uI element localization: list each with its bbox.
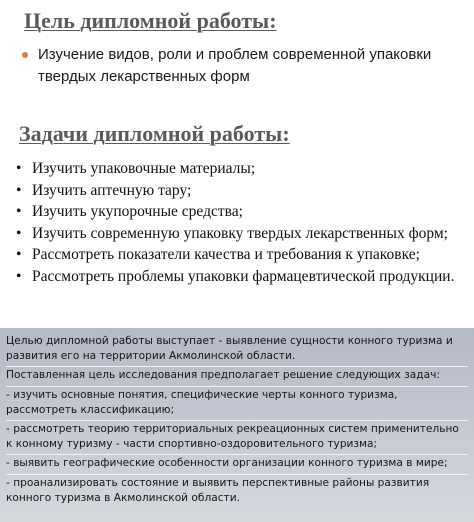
panel-paragraph: Поставленная цель исследования предполагает решение следующих задач: [6, 367, 468, 386]
list-item-text: Изучить укупорочные средства; [32, 203, 243, 220]
panel-paragraph: - проанализировать состояние и выявить перспективные районы развития конного туризма в Акмолинской области. [6, 476, 430, 504]
list-item [14, 180, 468, 202]
list-item-text: Изучить современную упаковку твердых лекарственных форм; [32, 224, 448, 242]
list-item-text: Изучить аптечную тару; [32, 181, 192, 199]
panel-paragraph: Целью дипломной работы выступает - выявление сущности конного туризма и развития его на территории Акмолинской области. [6, 333, 468, 367]
panel-paragraph: - выявить географические особенности организации конного туризма в мире; [6, 455, 468, 474]
text-panel [0, 328, 474, 522]
tasks-list [14, 158, 468, 287]
list-item-text: Рассмотреть проблемы упаковки фармацевтической продукции. [32, 267, 455, 285]
list-item [14, 266, 468, 288]
list-item-text: Изучить упаковочные материалы; [32, 160, 256, 177]
list-item-text: Рассмотреть показатели качества и требования к упаковке; [32, 246, 420, 263]
goal-item [22, 44, 462, 88]
goal-text: Изучение видов, роли и проблем современной упаковки твердых лекарственных форм [38, 46, 432, 85]
list-item [14, 158, 468, 180]
bullet-icon [22, 52, 28, 58]
list-item [14, 201, 468, 223]
bullet-icon: • [16, 224, 22, 242]
bullet-icon: • [16, 160, 22, 177]
tasks-heading: Задачи дипломной работы: [19, 121, 290, 146]
goal-heading: Цель дипломной работы: [24, 8, 277, 33]
list-item [14, 244, 468, 266]
bullet-icon: • [16, 181, 22, 199]
bullet-icon: • [16, 246, 22, 263]
panel-paragraph: - рассмотреть теорию территориальных рекреационных систем применительно к конному туризму - части спортивно-оздоровительного туризма; [6, 421, 468, 455]
panel-paragraph: - изучить основные понятия, специфические черты конного туризма, рассмотреть классификацию; [6, 387, 468, 421]
bullet-icon: • [16, 267, 22, 285]
bullet-icon: • [16, 203, 22, 220]
list-item [14, 223, 468, 245]
